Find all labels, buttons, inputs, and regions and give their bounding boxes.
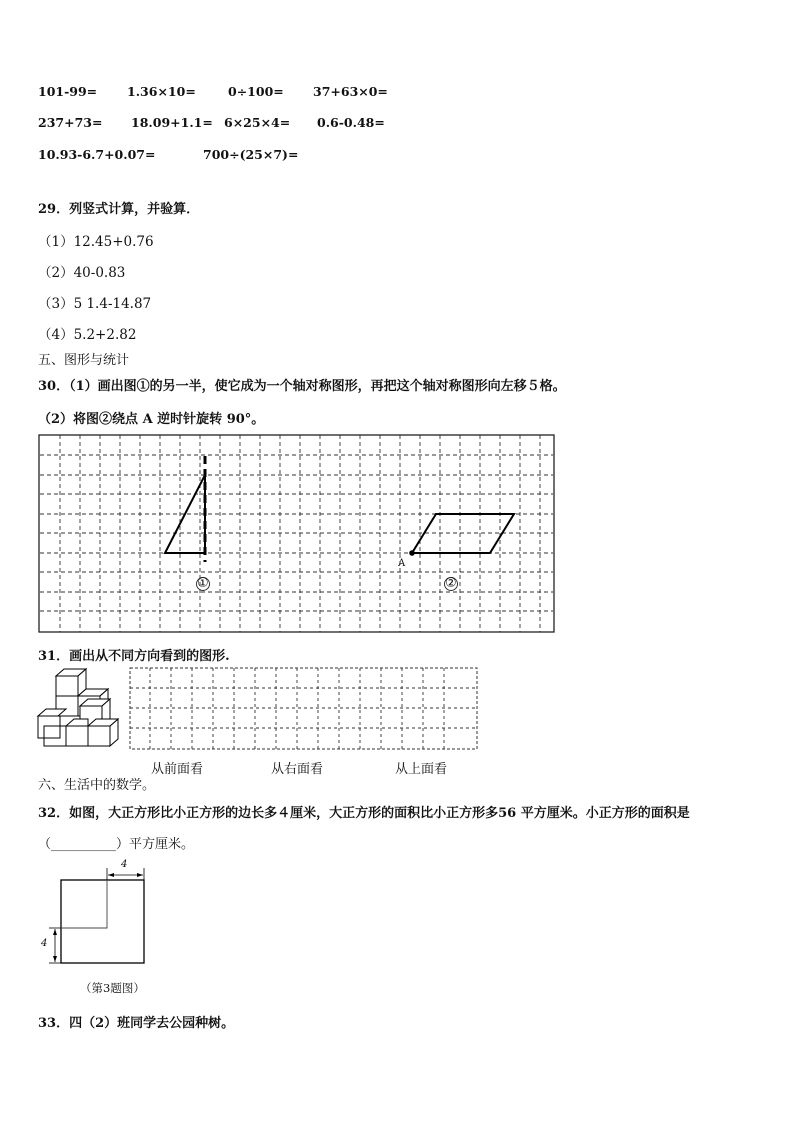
figure-2-label: ② xyxy=(445,576,457,591)
large-square xyxy=(61,880,144,963)
q29-item-4: （4）5.2+2.82 xyxy=(38,327,137,343)
caption-right-view: 从右面看 xyxy=(271,762,324,777)
q32-line-2: （__________）平方厘米。 xyxy=(38,837,195,852)
q30-grid-figure xyxy=(38,434,558,634)
q31-view-grid xyxy=(129,667,479,751)
q30-grid-lines xyxy=(40,435,553,632)
calc-1-2: 1.36×10= xyxy=(127,84,196,99)
figure-1-half-triangle xyxy=(165,475,205,553)
point-a-label: A xyxy=(398,558,406,569)
q29-item-1: （1）12.45+0.76 xyxy=(38,234,154,250)
figure-1-label: ① xyxy=(197,576,209,591)
calc-3-2: 700÷(25×7)= xyxy=(203,147,299,162)
section-5-heading: 五、图形与统计 xyxy=(38,353,130,368)
dimension-left-label: 4 xyxy=(41,938,48,949)
calc-1-4: 37+63×0= xyxy=(313,84,388,99)
figure-2-parallelogram xyxy=(412,514,514,553)
calc-1-1: 101-99= xyxy=(38,84,98,99)
q31-title: 31．画出从不同方向看到的图形. xyxy=(38,649,230,664)
q29-item-3: （3）5 1.4-14.87 xyxy=(38,296,152,312)
q30-grid-border xyxy=(39,435,554,632)
calc-2-3: 6×25×4= xyxy=(224,115,291,130)
q29-title: 29．列竖式计算，并验算． xyxy=(38,202,200,217)
q33-title: 33．四（2）班同学去公园种树。 xyxy=(38,1016,235,1031)
calc-3-1: 10.93-6.7+0.07= xyxy=(38,147,156,162)
calc-1-3: 0÷100= xyxy=(228,84,284,99)
q30-line-1: 30．（1）画出图①的另一半，使它成为一个轴对称图形，再把这个轴对称图形向左移５格。 xyxy=(38,379,566,394)
calc-2-4: 0.6-0.48= xyxy=(317,115,385,130)
small-square-edges xyxy=(61,880,107,928)
q29-item-2: （2）40-0.83 xyxy=(38,265,126,281)
q31-grid-lines xyxy=(130,668,477,749)
point-a xyxy=(409,550,415,556)
q32-line-1: 32．如图，大正方形比小正方形的边长多４厘米，大正方形的面积比小正方形多56 平方厘米。小正方形的面积是 xyxy=(38,806,690,821)
q30-line-2: （2）将图②绕点 A 逆时针旋转 90°。 xyxy=(38,412,265,427)
caption-front-view: 从前面看 xyxy=(151,762,204,777)
q31-grid-border xyxy=(130,668,477,749)
dimension-top-label: 4 xyxy=(121,859,128,870)
section-6-heading: 六、生活中的数学。 xyxy=(38,778,156,793)
q32-square-figure xyxy=(40,858,150,968)
caption-top-view: 从上面看 xyxy=(395,762,448,777)
calc-2-2: 18.09+1.1= xyxy=(131,115,213,130)
cube-stack-figure xyxy=(36,668,131,748)
figure-caption: （第3题图） xyxy=(80,981,145,995)
calc-2-1: 237+73= xyxy=(38,115,103,130)
